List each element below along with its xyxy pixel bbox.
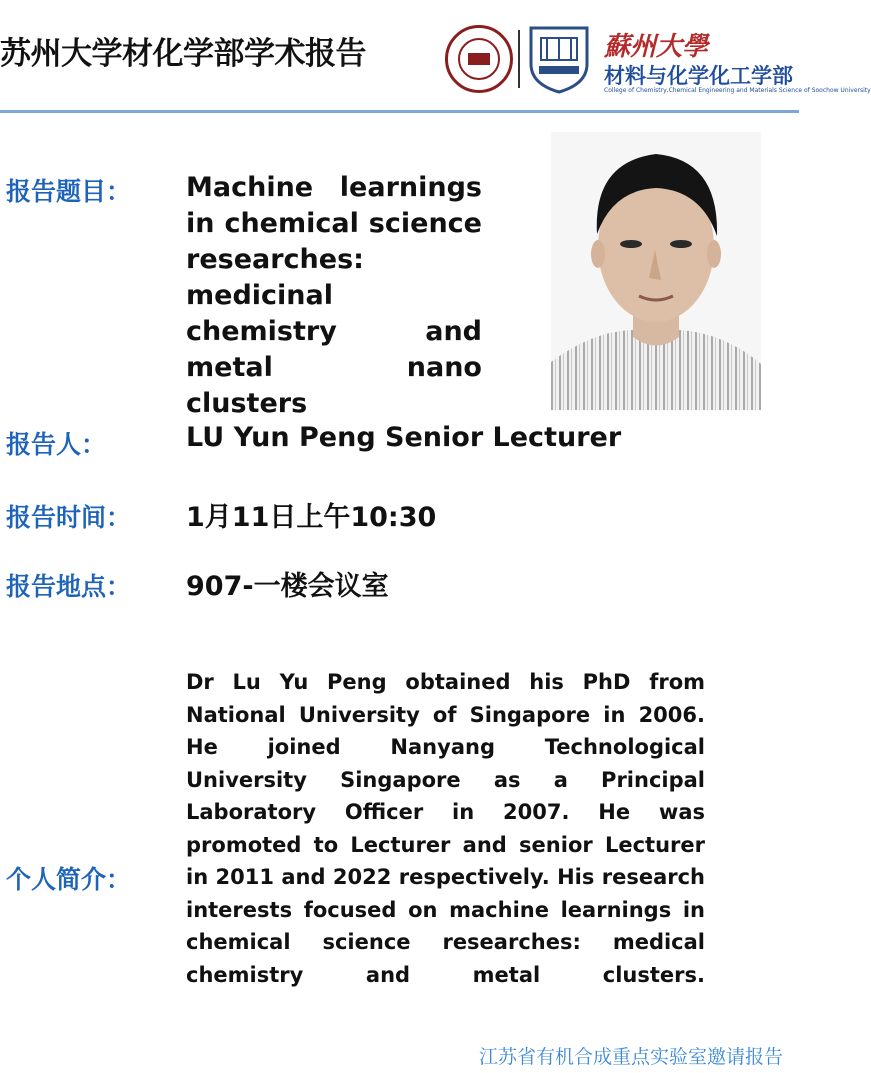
time-label: 报告时间： (6, 503, 132, 532)
logo-divider (518, 30, 520, 88)
speaker-name: LU Yun Peng Senior Lecturer (186, 422, 622, 453)
title-label: 报告题目： (6, 177, 132, 206)
college-shield-logo (527, 24, 591, 94)
university-seal-logo (445, 25, 513, 93)
university-calligraphy-logo: 蘇州大學 (604, 32, 709, 62)
college-name: 材料与化学化工学部 (604, 64, 793, 88)
page-title: 苏州大学材化学部学术报告 (0, 36, 366, 72)
header-divider (0, 110, 799, 113)
speaker-bio: Dr Lu Yu Peng obtained his PhD from National University of Singapore in 2006. He joined Nanyang Technological University Singapore as a Principal Laboratory Officer in 2007. He was promoted to Lecturer and senior Lecturer in 2011 and 2022 respectively. His research interests focused on machine learnings in chemical science researches: medical chemistry and metal clusters. (186, 670, 705, 987)
speaker-label: 报告人： (6, 430, 107, 459)
location-label: 报告地点： (6, 572, 132, 601)
seal-center-plaque (468, 53, 490, 65)
talk-location: 907-一楼会议室 (186, 571, 389, 602)
footer-note: 江苏省有机合成重点实验室邀请报告 (478, 1046, 783, 1068)
speaker-photo (551, 132, 761, 410)
talk-time: 1月11日上午10:30 (186, 502, 437, 533)
bio-label: 个人简介： (6, 865, 132, 894)
talk-title: Machine learnings in chemical science researches: medicinal chemistry and metal nano clusters (186, 172, 482, 419)
seal-inner-ring (458, 38, 500, 80)
college-name-english: College of Chemistry,Chemical Engineering and Materials Science of Soochow University (604, 87, 871, 94)
